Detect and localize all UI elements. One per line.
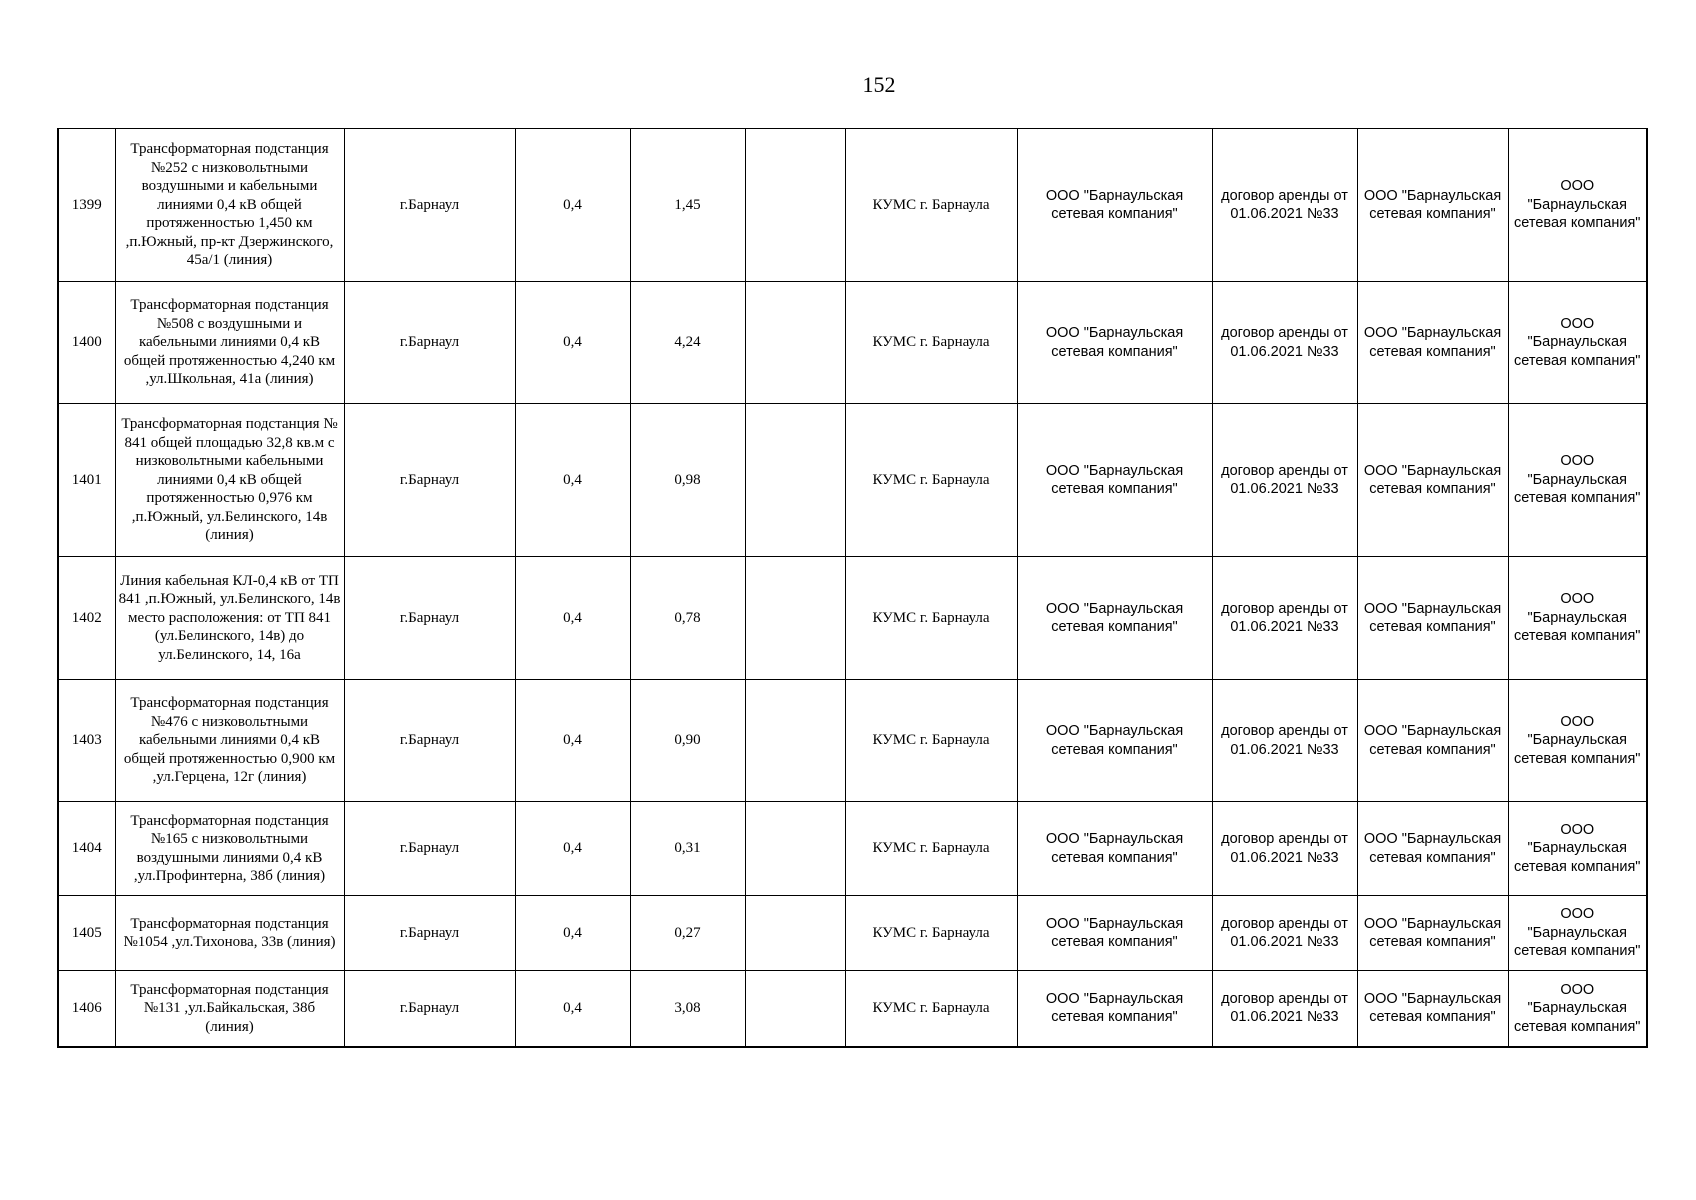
object-name: Трансформаторная подстанция №165 с низковольтными воздушными линиями 0,4 кВ ,ул.Профинтерна, 38б (линия): [115, 802, 344, 896]
row-number: 1401: [58, 404, 115, 557]
page-number: 152: [862, 72, 896, 97]
holder: ООО "Барнаульская сетевая компания": [1508, 802, 1647, 896]
city: г.Барнаул: [344, 680, 515, 802]
operator: ООО "Барнаульская сетевая компания": [1357, 557, 1508, 680]
user: ООО "Барнаульская сетевая компания": [1017, 557, 1212, 680]
row-number: 1402: [58, 557, 115, 680]
holder: ООО "Барнаульская сетевая компания": [1508, 282, 1647, 404]
row-number: 1400: [58, 282, 115, 404]
holder: ООО "Барнаульская сетевая компания": [1508, 129, 1647, 282]
user: ООО "Барнаульская сетевая компания": [1017, 802, 1212, 896]
row-number: 1405: [58, 896, 115, 971]
empty-cell: [745, 971, 845, 1047]
object-name: Трансформаторная подстанция №131 ,ул.Байкальская, 38б (линия): [115, 971, 344, 1047]
length: 0,98: [630, 404, 745, 557]
row-number: 1403: [58, 680, 115, 802]
basis: договор аренды от 01.06.2021 №33: [1212, 802, 1357, 896]
voltage: 0,4: [515, 896, 630, 971]
voltage: 0,4: [515, 557, 630, 680]
registry-table: [57, 128, 1648, 1048]
holder: ООО "Барнаульская сетевая компания": [1508, 896, 1647, 971]
table-row: [58, 971, 1647, 1047]
user: ООО "Барнаульская сетевая компания": [1017, 282, 1212, 404]
holder: ООО "Барнаульская сетевая компания": [1508, 680, 1647, 802]
operator: ООО "Барнаульская сетевая компания": [1357, 129, 1508, 282]
owner: КУМС г. Барнаула: [845, 129, 1017, 282]
city: г.Барнаул: [344, 129, 515, 282]
user: ООО "Барнаульская сетевая компания": [1017, 971, 1212, 1047]
basis: договор аренды от 01.06.2021 №33: [1212, 404, 1357, 557]
basis: договор аренды от 01.06.2021 №33: [1212, 282, 1357, 404]
empty-cell: [745, 557, 845, 680]
operator: ООО "Барнаульская сетевая компания": [1357, 680, 1508, 802]
city: г.Барнаул: [344, 971, 515, 1047]
basis: договор аренды от 01.06.2021 №33: [1212, 557, 1357, 680]
operator: ООО "Барнаульская сетевая компания": [1357, 404, 1508, 557]
voltage: 0,4: [515, 971, 630, 1047]
voltage: 0,4: [515, 680, 630, 802]
basis: договор аренды от 01.06.2021 №33: [1212, 896, 1357, 971]
length: 0,78: [630, 557, 745, 680]
object-name: Линия кабельная КЛ-0,4 кВ от ТП 841 ,п.Южный, ул.Белинского, 14в место расположения: от ТП 841 (ул.Белинского, 14в) до ул.Белинского, 14, 16а: [115, 557, 344, 680]
table-row: [58, 896, 1647, 971]
voltage: 0,4: [515, 282, 630, 404]
basis: договор аренды от 01.06.2021 №33: [1212, 129, 1357, 282]
object-name: Трансформаторная подстанция № 841 общей площадью 32,8 кв.м с низковольтными кабельными линиями 0,4 кВ общей протяженностью 0,976 км ,п.Южный, ул.Белинского, 14в (линия): [115, 404, 344, 557]
length: 1,45: [630, 129, 745, 282]
table-row: [58, 129, 1647, 282]
city: г.Барнаул: [344, 282, 515, 404]
length: 3,08: [630, 971, 745, 1047]
table-row: [58, 282, 1647, 404]
user: ООО "Барнаульская сетевая компания": [1017, 896, 1212, 971]
operator: ООО "Барнаульская сетевая компания": [1357, 802, 1508, 896]
empty-cell: [745, 129, 845, 282]
holder: ООО "Барнаульская сетевая компания": [1508, 971, 1647, 1047]
voltage: 0,4: [515, 802, 630, 896]
row-number: 1399: [58, 129, 115, 282]
length: 0,31: [630, 802, 745, 896]
empty-cell: [745, 896, 845, 971]
user: ООО "Барнаульская сетевая компания": [1017, 680, 1212, 802]
empty-cell: [745, 404, 845, 557]
length: 0,90: [630, 680, 745, 802]
row-number: 1406: [58, 971, 115, 1047]
owner: КУМС г. Барнаула: [845, 802, 1017, 896]
city: г.Барнаул: [344, 404, 515, 557]
object-name: Трансформаторная подстанция №252 с низковольтными воздушными и кабельными линиями 0,4 кВ общей протяженностью 1,450 км ,п.Южный, пр-кт Дзержинского, 45а/1 (линия): [115, 129, 344, 282]
length: 0,27: [630, 896, 745, 971]
operator: ООО "Барнаульская сетевая компания": [1357, 282, 1508, 404]
owner: КУМС г. Барнаула: [845, 971, 1017, 1047]
table-row: [58, 404, 1647, 557]
owner: КУМС г. Барнаула: [845, 404, 1017, 557]
object-name: Трансформаторная подстанция №476 с низковольтными кабельными линиями 0,4 кВ общей протяженностью 0,900 км ,ул.Герцена, 12г (линия): [115, 680, 344, 802]
table-row: [58, 802, 1647, 896]
voltage: 0,4: [515, 129, 630, 282]
empty-cell: [745, 680, 845, 802]
voltage: 0,4: [515, 404, 630, 557]
empty-cell: [745, 282, 845, 404]
object-name: Трансформаторная подстанция №1054 ,ул.Тихонова, 33в (линия): [115, 896, 344, 971]
user: ООО "Барнаульская сетевая компания": [1017, 404, 1212, 557]
operator: ООО "Барнаульская сетевая компания": [1357, 971, 1508, 1047]
owner: КУМС г. Барнаула: [845, 282, 1017, 404]
length: 4,24: [630, 282, 745, 404]
row-number: 1404: [58, 802, 115, 896]
owner: КУМС г. Барнаула: [845, 680, 1017, 802]
basis: договор аренды от 01.06.2021 №33: [1212, 971, 1357, 1047]
user: ООО "Барнаульская сетевая компания": [1017, 129, 1212, 282]
table-row: [58, 680, 1647, 802]
table-row: [58, 557, 1647, 680]
empty-cell: [745, 802, 845, 896]
object-name: Трансформаторная подстанция №508 с воздушными и кабельными линиями 0,4 кВ общей протяженностью 4,240 км ,ул.Школьная, 41а (линия): [115, 282, 344, 404]
city: г.Барнаул: [344, 896, 515, 971]
holder: ООО "Барнаульская сетевая компания": [1508, 557, 1647, 680]
holder: ООО "Барнаульская сетевая компания": [1508, 404, 1647, 557]
city: г.Барнаул: [344, 802, 515, 896]
owner: КУМС г. Барнаула: [845, 557, 1017, 680]
city: г.Барнаул: [344, 557, 515, 680]
operator: ООО "Барнаульская сетевая компания": [1357, 896, 1508, 971]
basis: договор аренды от 01.06.2021 №33: [1212, 680, 1357, 802]
owner: КУМС г. Барнаула: [845, 896, 1017, 971]
